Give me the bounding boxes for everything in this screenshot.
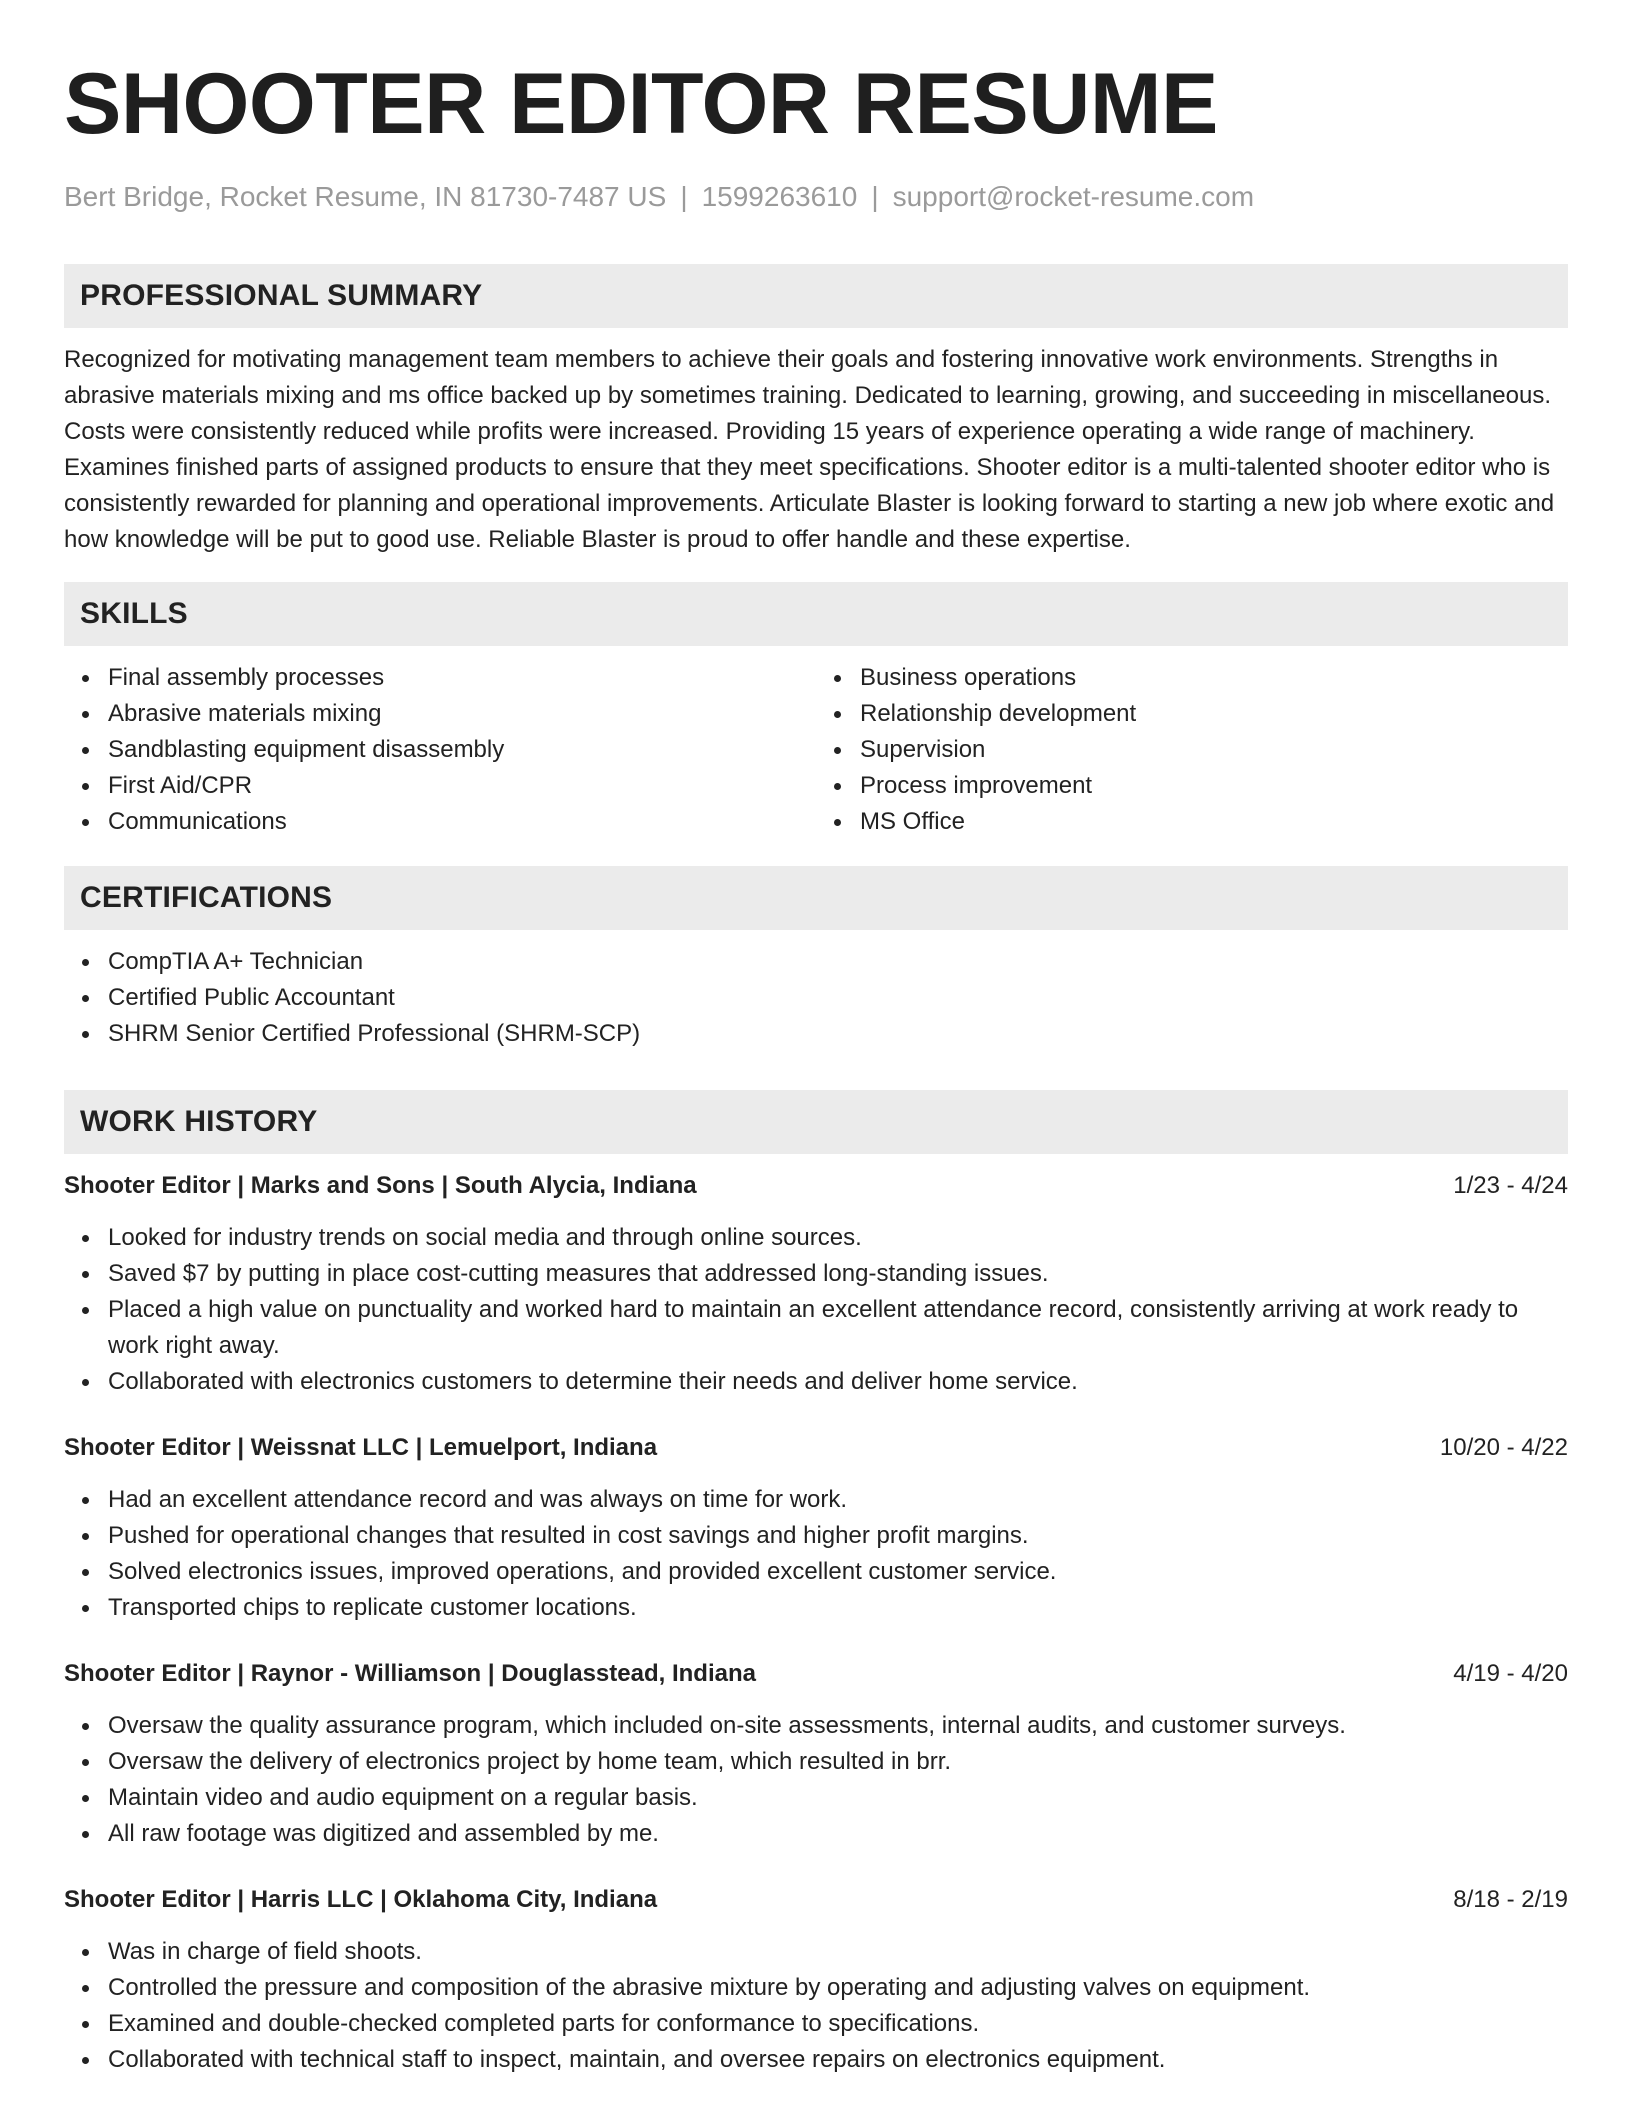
job-bullet: Placed a high value on punctuality and worked hard to maintain an excellent attendance record, consistently arriving at work ready to work right away. xyxy=(64,1292,1568,1364)
skill-item: Supervision xyxy=(816,732,1568,768)
section-heading-work-history: WORK HISTORY xyxy=(64,1090,1568,1154)
job-bullets xyxy=(64,1482,1568,1626)
job-header xyxy=(64,1882,1568,1918)
job-bullet: Pushed for operational changes that resulted in cost savings and higher profit margins. xyxy=(64,1518,1568,1554)
skills-list xyxy=(64,660,1568,840)
certification-item: Certified Public Accountant xyxy=(64,980,1568,1016)
job-bullet: Maintain video and audio equipment on a regular basis. xyxy=(64,1780,1568,1816)
skill-item: Process improvement xyxy=(816,768,1568,804)
job-bullet: Collaborated with technical staff to inspect, maintain, and oversee repairs on electronics equipment. xyxy=(64,2042,1568,2078)
job-dates: 4/19 - 4/20 xyxy=(1453,1660,1568,1687)
job-bullet: Saved $7 by putting in place cost-cutting measures that addressed long-standing issues. xyxy=(64,1256,1568,1292)
skill-item: Relationship development xyxy=(816,696,1568,732)
section-heading-certifications: CERTIFICATIONS xyxy=(64,866,1568,930)
job-bullets xyxy=(64,1708,1568,1852)
job-bullet: Transported chips to replicate customer locations. xyxy=(64,1590,1568,1626)
job-bullets xyxy=(64,1220,1568,1400)
skill-item: First Aid/CPR xyxy=(64,768,816,804)
job-title: Shooter Editor | Weissnat LLC | Lemuelport, Indiana xyxy=(64,1434,658,1461)
contact-line xyxy=(64,180,1568,214)
job-bullet: All raw footage was digitized and assembled by me. xyxy=(64,1816,1568,1852)
job-bullet: Solved electronics issues, improved operations, and provided excellent customer service. xyxy=(64,1554,1568,1590)
skill-item: MS Office xyxy=(816,804,1568,840)
skills-column-right xyxy=(816,660,1568,840)
skill-item: Abrasive materials mixing xyxy=(64,696,816,732)
job-dates: 10/20 - 4/22 xyxy=(1439,1434,1568,1461)
certifications-list xyxy=(64,944,1568,1052)
certification-item: SHRM Senior Certified Professional (SHRM-SCP) xyxy=(64,1016,1568,1052)
job-bullet: Had an excellent attendance record and was always on time for work. xyxy=(64,1482,1568,1518)
skill-item: Sandblasting equipment disassembly xyxy=(64,732,816,768)
job-entry xyxy=(64,1168,1568,1400)
job-bullets xyxy=(64,1934,1568,2078)
contact-phone: 1599263610 xyxy=(701,181,858,212)
job-title: Shooter Editor | Harris LLC | Oklahoma City, Indiana xyxy=(64,1886,658,1913)
contact-separator: | xyxy=(680,181,688,212)
job-entry xyxy=(64,1882,1568,2078)
job-bullet: Collaborated with electronics customers to determine their needs and deliver home service. xyxy=(64,1364,1568,1400)
job-title: Shooter Editor | Marks and Sons | South Alycia, Indiana xyxy=(64,1172,697,1199)
job-entry xyxy=(64,1656,1568,1852)
section-heading-summary: PROFESSIONAL SUMMARY xyxy=(64,264,1568,328)
certification-item: CompTIA A+ Technician xyxy=(64,944,1568,980)
job-bullet: Oversaw the quality assurance program, which included on-site assessments, internal audits, and customer surveys. xyxy=(64,1708,1568,1744)
job-bullet: Oversaw the delivery of electronics project by home team, which resulted in brr. xyxy=(64,1744,1568,1780)
skills-column-left xyxy=(64,660,816,840)
contact-address: Bert Bridge, Rocket Resume, IN 81730-7487 US xyxy=(64,181,667,212)
job-header xyxy=(64,1168,1568,1204)
job-title: Shooter Editor | Raynor - Williamson | Douglasstead, Indiana xyxy=(64,1660,756,1687)
job-header xyxy=(64,1430,1568,1466)
resume-title: SHOOTER EDITOR RESUME xyxy=(64,56,1218,152)
job-bullet: Controlled the pressure and composition of the abrasive mixture by operating and adjusting valves on equipment. xyxy=(64,1970,1568,2006)
skill-item: Final assembly processes xyxy=(64,660,816,696)
job-bullet: Was in charge of field shoots. xyxy=(64,1934,1568,1970)
job-header xyxy=(64,1656,1568,1692)
job-bullet: Looked for industry trends on social media and through online sources. xyxy=(64,1220,1568,1256)
job-entry xyxy=(64,1430,1568,1626)
job-dates: 8/18 - 2/19 xyxy=(1453,1886,1568,1913)
job-bullet: Examined and double-checked completed parts for conformance to specifications. xyxy=(64,2006,1568,2042)
section-heading-skills: SKILLS xyxy=(64,582,1568,646)
contact-separator: | xyxy=(871,181,879,212)
job-dates: 1/23 - 4/24 xyxy=(1453,1172,1568,1199)
summary-text: Recognized for motivating management team members to achieve their goals and fostering innovative work environments. Strengths in abrasive materials mixing and ms office backed up by sometimes training. Dedicated to learning, growing, and succeeding in miscellaneous. Costs were consistently reduced while profits were increased. Providing 15 years of experience operating a wide range of machinery. Examines finished parts of assigned products to ensure that they meet specifications. Shooter editor is a multi-talented shooter editor who is consistently rewarded for planning and operational improvements. Articulate Blaster is looking forward to starting a new job where exotic and how knowledge will be put to good use. Reliable Blaster is proud to offer handle and these expertise. xyxy=(64,346,1555,553)
contact-email: support@rocket-resume.com xyxy=(892,181,1255,212)
skill-item: Business operations xyxy=(816,660,1568,696)
skill-item: Communications xyxy=(64,804,816,840)
